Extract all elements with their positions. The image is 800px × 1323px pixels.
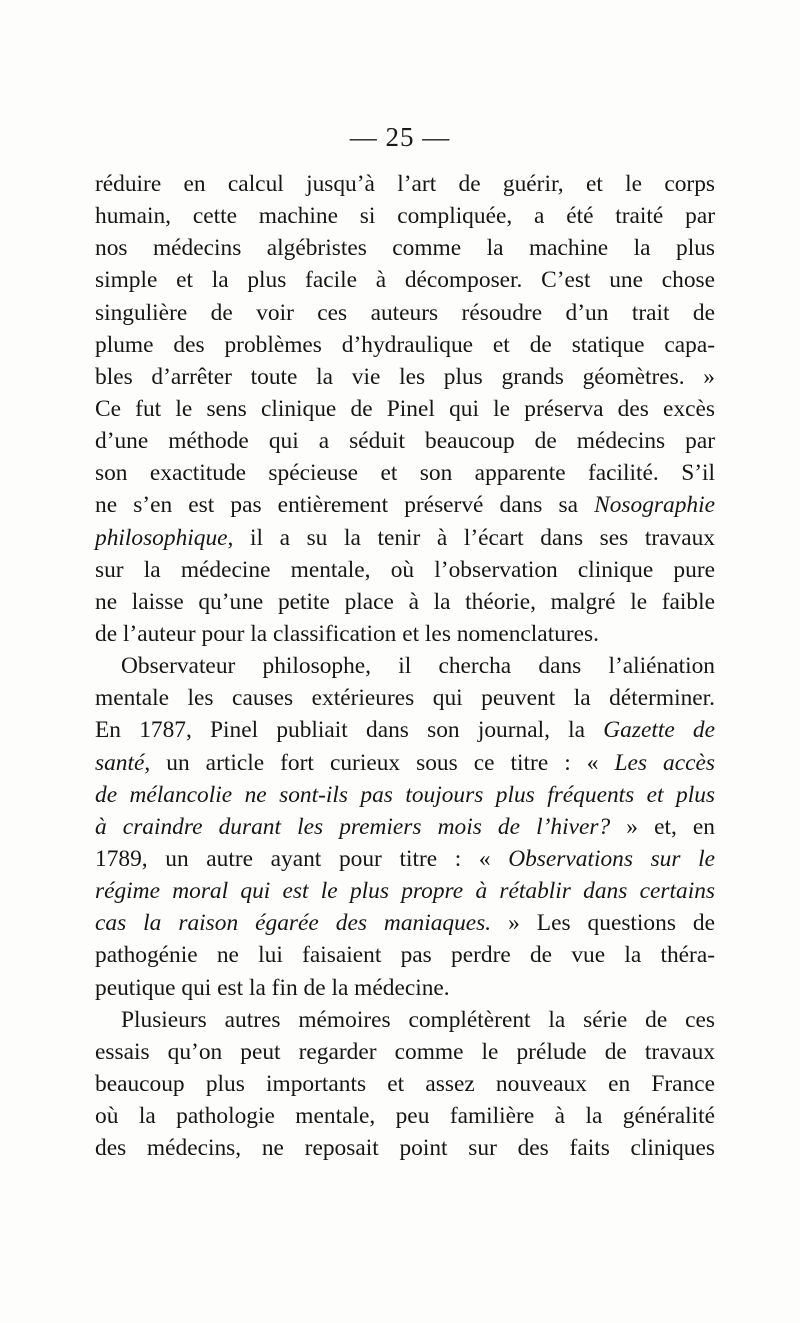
text-line — [95, 489, 715, 521]
text-run: 1789, un autre ayant pour titre : « — [95, 845, 509, 872]
text-line — [95, 618, 715, 650]
text-run: des médecins, ne reposait point sur des faits cliniques — [95, 1135, 715, 1162]
text-run: nos médecins algébristes comme la machine la plus — [95, 235, 715, 262]
text-run: pathogénie ne lui faisaient pas perdre de vue la théra- — [95, 942, 715, 969]
text-run: » Les questions de — [491, 910, 715, 937]
italic-text: à craindre durant les premiers mois de l’hiver? — [95, 813, 611, 840]
text-run: ne laisse qu’une petite place à la théorie, malgré le faible — [95, 588, 715, 615]
text-line — [95, 554, 715, 586]
text-line — [95, 714, 715, 746]
italic-text: cas la raison égarée des maniaques. — [95, 910, 492, 937]
text-line — [95, 1068, 715, 1100]
text-line — [95, 586, 715, 618]
body-text — [95, 168, 715, 1164]
text-run: d’une méthode qui a séduit beaucoup de médecins par — [95, 428, 715, 455]
text-line — [95, 200, 715, 232]
text-run: , un article fort curieux sous ce titre : « — [144, 749, 615, 776]
text-run: peutique qui est la fin de la médecine. — [95, 974, 450, 1001]
italic-text: régime moral qui est le plus propre à rétablir dans certains — [95, 878, 715, 905]
text-run: , il a su la tenir à l’écart dans ses travaux — [227, 524, 715, 551]
text-line — [95, 1004, 715, 1036]
text-run: où la pathologie mentale, peu familière à la généralité — [95, 1103, 715, 1130]
text-line — [95, 747, 715, 779]
text-line — [95, 264, 715, 296]
text-run: bles d’arrêter toute la vie les plus grands géomètres. » — [95, 363, 715, 390]
text-line — [95, 522, 715, 554]
text-line — [95, 361, 715, 393]
text-line — [95, 939, 715, 971]
italic-text: de mélancolie ne sont-ils pas toujours plus fréquents et plus — [95, 781, 715, 808]
text-line — [95, 1036, 715, 1068]
text-run: sur la médecine mentale, où l’observation clinique pure — [95, 556, 715, 583]
text-line — [95, 297, 715, 329]
text-run: simple et la plus facile à décomposer. C’est une chose — [95, 267, 715, 294]
italic-text: Nosographie — [594, 492, 715, 519]
page-number: — 25 — — [349, 122, 451, 152]
text-line — [95, 232, 715, 264]
text-line — [95, 425, 715, 457]
text-line — [95, 168, 715, 200]
text-run: beaucoup plus importants et assez nouveaux en France — [95, 1070, 715, 1097]
text-run: humain, cette machine si compliquée, a été traité par — [95, 203, 715, 230]
text-line — [95, 682, 715, 714]
text-line — [95, 1132, 715, 1164]
text-line — [95, 875, 715, 907]
text-run: son exactitude spécieuse et son apparente facilité. S’il — [95, 460, 715, 487]
text-line — [95, 843, 715, 875]
text-run: ne s’en est pas entièrement préservé dans sa — [95, 492, 595, 519]
text-line — [95, 811, 715, 843]
text-line — [95, 779, 715, 811]
italic-text: Observations sur le — [508, 845, 715, 872]
text-run: mentale les causes extérieures qui peuvent la déterminer. — [95, 685, 715, 712]
text-run: réduire en calcul jusqu’à l’art de guérir, et le corps — [95, 171, 715, 197]
text-line — [95, 907, 715, 939]
text-line — [95, 457, 715, 489]
text-run: singulière de voir ces auteurs résoudre d’un trait de — [95, 299, 715, 326]
text-line — [95, 393, 715, 425]
text-run: » et, en — [610, 813, 716, 840]
text-run: plume des problèmes d’hydraulique et de statique capa- — [95, 331, 715, 358]
text-line — [95, 329, 715, 361]
text-line — [95, 972, 715, 1004]
italic-text: philosophique — [95, 524, 228, 551]
text-run: En 1787, Pinel publiait dans son journal, la — [95, 717, 604, 744]
italic-text: santé — [95, 749, 145, 776]
text-run: essais qu’on peut regarder comme le prélude de travaux — [95, 1038, 715, 1065]
text-line — [95, 1100, 715, 1132]
text-run: Observateur philosophe, il chercha dans l’aliénation — [121, 653, 715, 680]
text-line — [95, 650, 715, 682]
text-run: Plusieurs autres mémoires complétèrent la série de ces — [121, 1006, 715, 1033]
italic-text: Les accès — [614, 749, 715, 776]
text-run: Ce fut le sens clinique de Pinel qui le préserva des excès — [95, 395, 715, 422]
italic-text: Gazette de — [603, 717, 715, 744]
text-run: de l’auteur pour la classification et les nomenclatures. — [95, 620, 600, 647]
